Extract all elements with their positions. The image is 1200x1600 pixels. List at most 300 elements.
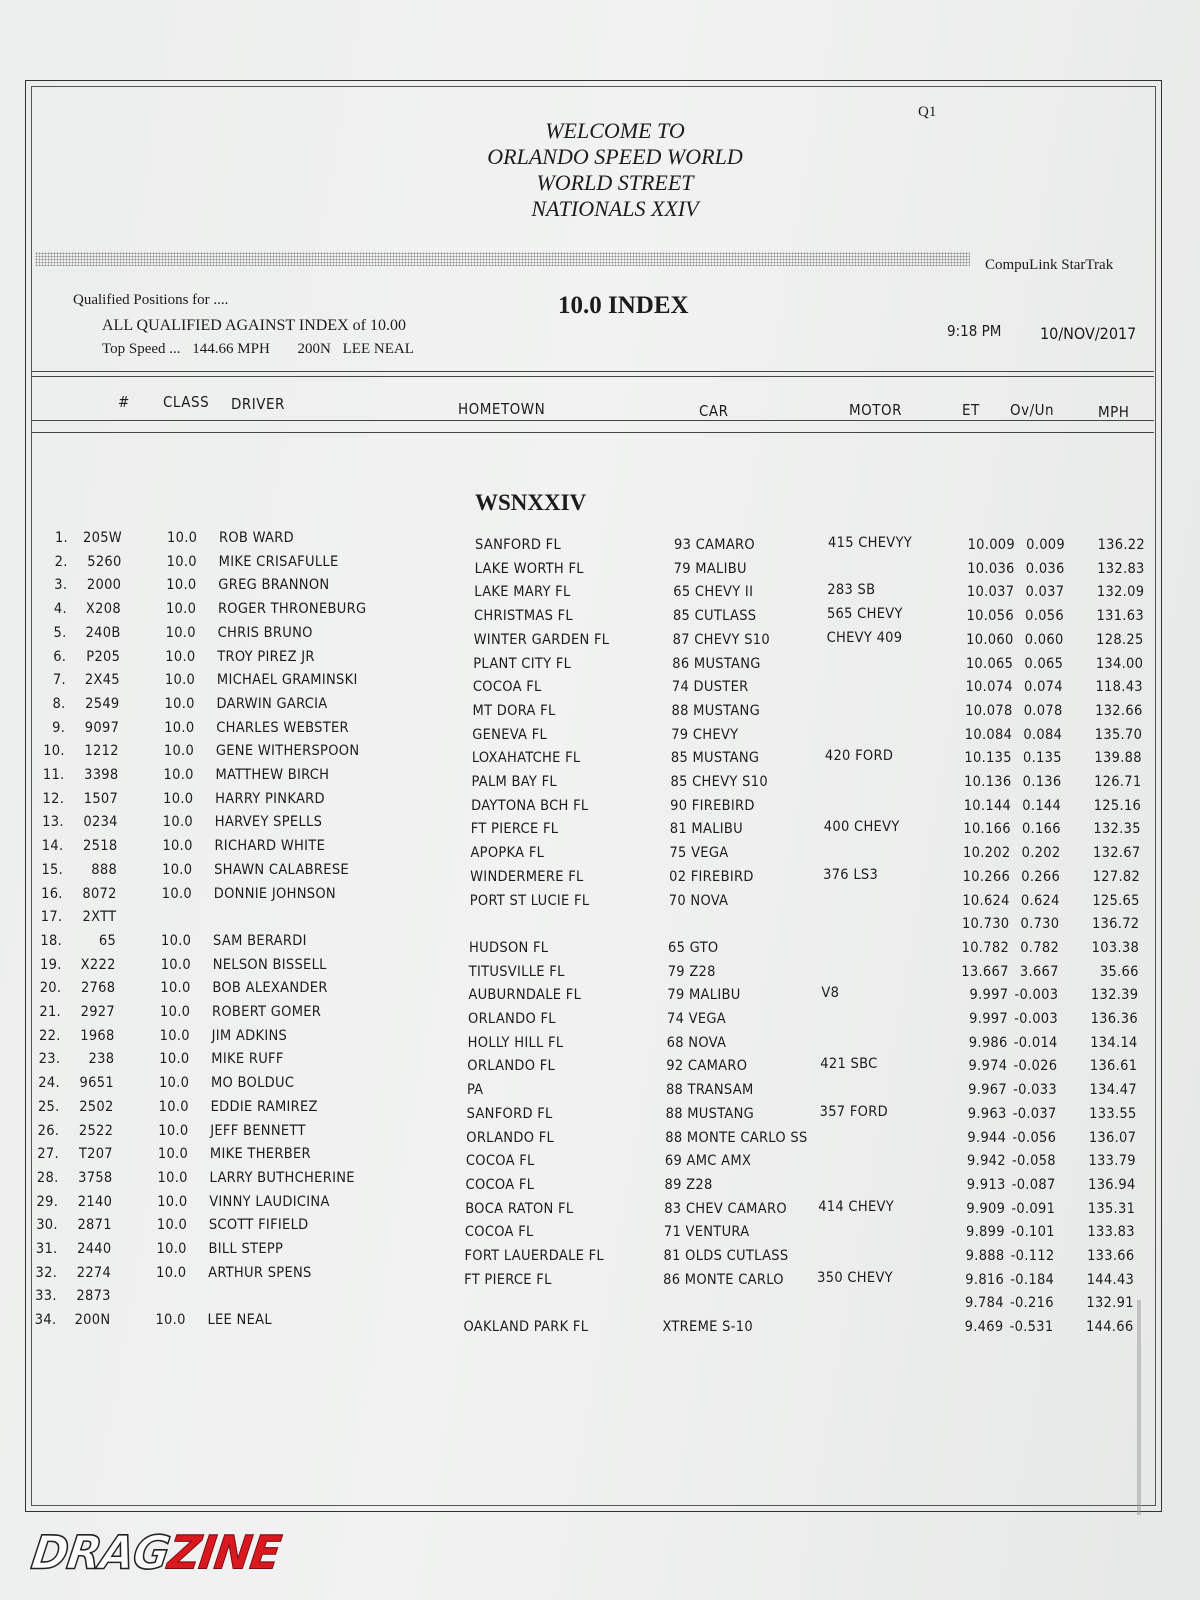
cell-mph: 134.47	[1089, 1082, 1137, 1099]
page-edge-shadow	[1137, 1300, 1141, 1515]
cell-car-number: 2871	[77, 1217, 112, 1234]
cell-over-under: 0.009	[1026, 537, 1065, 553]
cell-class: 10.0	[165, 601, 197, 618]
cell-class: 10.0	[162, 838, 193, 855]
cell-motor: CHEVY 409	[826, 629, 903, 646]
qualified-for-label: Qualified Positions for ....	[73, 292, 229, 308]
cell-et: 10.009	[967, 537, 1015, 553]
table-row	[0, 1312, 1200, 1336]
cell-over-under: -0.037	[1012, 1105, 1057, 1122]
cell-car-number: P205	[86, 648, 121, 665]
cell-mph: 136.72	[1091, 916, 1140, 933]
cell-over-under: 0.078	[1023, 702, 1063, 719]
cell-driver: TROY PIREZ JR	[217, 648, 315, 665]
report-date: 10/NOV/2017	[1040, 324, 1137, 343]
cell-car-number: 888	[91, 861, 118, 878]
cell-class: 10.0	[164, 695, 195, 712]
report-time: 9:18 PM	[947, 322, 1002, 340]
cell-et: 9.997	[969, 987, 1009, 1004]
cell-driver: SCOTT FIFIELD	[208, 1217, 309, 1234]
cell-driver: BILL STEPP	[208, 1241, 284, 1257]
cell-hometown: WINDERMERE FL	[470, 868, 584, 885]
cell-et: 10.084	[964, 726, 1013, 743]
cell-driver: CHARLES WEBSTER	[216, 719, 349, 736]
cell-over-under: 0.624	[1020, 892, 1060, 909]
cell-car-number: 8072	[82, 885, 117, 902]
event-title-line: WORLD STREET	[536, 170, 694, 195]
cell-hometown: DAYTONA BCH FL	[471, 797, 589, 814]
cell-car-number: T207	[78, 1146, 113, 1163]
table-row	[0, 980, 1200, 1004]
cell-mph: 125.16	[1093, 797, 1142, 814]
cell-et: 9.816	[965, 1271, 1005, 1288]
cell-car: 85 CHEVY S10	[670, 774, 768, 790]
cell-class: 10.0	[160, 956, 191, 973]
cell-et: 10.060	[966, 631, 1014, 648]
cell-et: 9.967	[968, 1082, 1007, 1099]
cell-hometown: COCOA FL	[465, 1176, 535, 1193]
cell-et: 10.166	[963, 821, 1011, 838]
table-row	[0, 1123, 1200, 1147]
cell-over-under: 0.037	[1025, 584, 1065, 601]
cell-driver: HARRY PINKARD	[215, 790, 325, 807]
cell-hometown: LAKE WORTH FL	[474, 560, 584, 577]
cell-mph: 136.61	[1089, 1058, 1138, 1075]
cell-hometown: AUBURNDALE FL	[468, 987, 582, 1004]
cell-position: 15.	[41, 861, 64, 878]
cell-driver: RICHARD WHITE	[214, 838, 326, 855]
cell-car-number: 240B	[85, 624, 121, 641]
cell-class: 10.0	[164, 719, 195, 736]
cell-over-under: -0.184	[1010, 1271, 1055, 1288]
cell-driver: CHRIS BRUNO	[217, 624, 313, 641]
cell-hometown: PLANT CITY FL	[473, 655, 572, 672]
cell-car-number: 205W	[83, 530, 122, 546]
cell-car: 70 NOVA	[668, 892, 729, 909]
cell-hometown: FT PIERCE FL	[464, 1271, 552, 1288]
cell-driver: VINNY LAUDICINA	[209, 1193, 330, 1210]
cell-car-number: 1968	[80, 1027, 115, 1044]
section-title: WSNXXIV	[475, 490, 587, 515]
cell-motor: 376 LS3	[823, 866, 879, 883]
cell-et: 10.624	[962, 892, 1010, 909]
cell-car: 88 MUSTANG	[665, 1105, 755, 1122]
cell-over-under: -0.003	[1014, 1011, 1058, 1027]
cell-driver: GENE WITHERSPOON	[215, 743, 360, 760]
cell-car: 86 MONTE CARLO	[663, 1271, 784, 1288]
cell-car: 71 VENTURA	[663, 1224, 750, 1241]
cell-et: 13.667	[961, 963, 1009, 980]
cell-class: 10.0	[166, 577, 197, 594]
cell-et: 9.974	[968, 1058, 1008, 1075]
cell-car-number: 200N	[74, 1312, 111, 1329]
cell-over-under: 3.667	[1019, 963, 1059, 980]
cell-class: 10.0	[158, 1122, 189, 1139]
cell-mph: 144.43	[1086, 1271, 1135, 1288]
table-row	[0, 933, 1200, 957]
cell-hometown: APOPKA FL	[470, 845, 545, 862]
cell-over-under: -0.112	[1010, 1248, 1055, 1264]
cell-driver: ROB WARD	[219, 530, 294, 546]
cell-over-under: 0.065	[1024, 655, 1064, 672]
cell-over-under: -0.026	[1013, 1058, 1058, 1075]
cell-car: 65 GTO	[668, 939, 719, 956]
cell-mph: 128.25	[1096, 631, 1144, 648]
table-row	[0, 886, 1200, 910]
cell-hometown: ORLANDO FL	[468, 1011, 556, 1027]
cell-et: 9.963	[967, 1105, 1007, 1122]
cell-position: 2.	[54, 553, 68, 570]
col-header-et: ET	[962, 401, 980, 419]
cell-car-number: 2522	[78, 1122, 114, 1139]
cell-car: 85 CUTLASS	[672, 608, 757, 625]
cell-over-under: -0.003	[1014, 987, 1059, 1004]
cell-hometown: COCOA FL	[472, 679, 542, 696]
cell-mph: 133.55	[1089, 1105, 1137, 1122]
divider	[31, 371, 1154, 372]
cell-position: 10.	[43, 743, 65, 760]
cell-class: 10.0	[164, 672, 196, 689]
cell-driver: MIKE RUFF	[211, 1051, 284, 1068]
cell-mph: 135.31	[1087, 1200, 1136, 1217]
col-header-driver: DRIVER	[231, 395, 285, 413]
table-row	[0, 767, 1200, 791]
cell-position: 5.	[53, 624, 67, 641]
cell-mph: 136.94	[1088, 1176, 1136, 1193]
cell-position: 13.	[42, 814, 64, 831]
cell-mph: 132.35	[1093, 821, 1141, 838]
cell-car-number: 2768	[80, 980, 116, 997]
cell-mph: 136.07	[1088, 1129, 1137, 1146]
cell-car: 81 MALIBU	[669, 821, 744, 838]
cell-car-number: X208	[85, 601, 121, 618]
cell-car-number: 9651	[79, 1075, 114, 1092]
cell-position: 23.	[38, 1051, 61, 1068]
table-row	[0, 1217, 1200, 1241]
cell-car-number: 2502	[79, 1098, 114, 1115]
cell-hometown: CHRISTMAS FL	[473, 608, 573, 625]
cell-hometown: PALM BAY FL	[471, 774, 557, 790]
cell-over-under: 0.166	[1021, 821, 1061, 838]
cell-mph: 133.66	[1087, 1248, 1135, 1264]
table-row	[0, 838, 1200, 862]
cell-class: 10.0	[160, 980, 191, 997]
cell-mph: 133.83	[1087, 1224, 1135, 1241]
cell-car: 79 MALIBU	[667, 987, 741, 1004]
table-row	[0, 743, 1200, 767]
cell-car: 74 VEGA	[667, 1011, 727, 1027]
cell-mph: 131.63	[1096, 608, 1144, 625]
cell-class: 10.0	[157, 1193, 188, 1210]
table-row	[0, 1265, 1200, 1289]
cell-driver: JEFF BENNETT	[210, 1122, 306, 1139]
top-speed	[102, 341, 414, 358]
cell-motor: 283 SB	[827, 582, 876, 599]
cell-et: 10.136	[964, 774, 1012, 790]
cell-mph: 126.71	[1094, 774, 1142, 790]
cell-over-under: -0.033	[1013, 1082, 1057, 1099]
cell-car: 65 CHEVY II	[673, 584, 754, 601]
table-row	[0, 720, 1200, 744]
cell-mph: 139.88	[1094, 750, 1142, 767]
table-row	[0, 909, 1200, 933]
cell-hometown: WINTER GARDEN FL	[473, 631, 610, 648]
cell-driver: DONNIE JOHNSON	[213, 885, 336, 902]
cell-et: 9.888	[965, 1248, 1005, 1264]
cell-et: 10.078	[965, 702, 1013, 719]
table-row	[0, 601, 1200, 625]
cell-position: 14.	[41, 838, 64, 855]
cell-et: 10.730	[961, 916, 1010, 933]
cell-car-number: 2927	[80, 1004, 115, 1020]
cell-hometown: PA	[466, 1082, 484, 1099]
cell-position: 22.	[39, 1027, 61, 1044]
cell-et: 10.144	[963, 797, 1012, 814]
cell-car: 88 MONTE CARLO SS	[665, 1129, 808, 1146]
table-row	[0, 862, 1200, 886]
qualified-against: ALL QUALIFIED AGAINST INDEX of 10.00	[102, 317, 406, 334]
cell-car: 75 VEGA	[669, 845, 729, 862]
top-speed-label: Top Speed ...	[102, 341, 181, 357]
cell-et: 9.942	[967, 1153, 1006, 1170]
cell-driver: LEE NEAL	[207, 1312, 272, 1329]
cell-car-number: 3758	[78, 1169, 113, 1186]
cell-position: 12.	[42, 790, 65, 807]
cell-position: 27.	[37, 1146, 59, 1163]
table-row	[0, 1028, 1200, 1052]
cell-et: 9.909	[966, 1200, 1006, 1217]
cell-over-under: -0.101	[1011, 1224, 1055, 1241]
cell-class: 10.0	[157, 1146, 189, 1163]
cell-over-under: 0.730	[1020, 916, 1060, 933]
cell-position: 33.	[35, 1288, 57, 1305]
divider	[31, 376, 1154, 377]
logo-part-drag: DRAG	[28, 1526, 173, 1581]
cell-hometown: OAKLAND PARK FL	[463, 1319, 589, 1336]
cell-mph: 132.91	[1086, 1295, 1134, 1312]
cell-hometown: FORT LAUERDALE FL	[464, 1248, 604, 1264]
cell-et: 9.784	[964, 1295, 1004, 1312]
cell-motor: 421 SBC	[820, 1056, 878, 1073]
cell-et: 10.782	[961, 939, 1010, 956]
cell-mph: 132.67	[1093, 845, 1141, 862]
cell-car: 79 MALIBU	[673, 560, 747, 577]
cell-position: 20.	[39, 980, 62, 997]
cell-mph: 132.39	[1090, 987, 1139, 1004]
cell-car: 89 Z28	[664, 1176, 713, 1193]
cell-class: 10.0	[158, 1098, 189, 1115]
cell-hometown: HUDSON FL	[469, 939, 549, 956]
cell-over-under: 0.056	[1025, 608, 1064, 625]
col-header-motor: MOTOR	[849, 401, 903, 419]
cell-motor: 400 CHEVY	[823, 819, 900, 836]
cell-position: 16.	[41, 885, 63, 902]
event-title-line: WELCOME TO	[545, 118, 685, 143]
table-row	[0, 1194, 1200, 1218]
cell-driver: MO BOLDUC	[210, 1075, 295, 1092]
cell-car: XTREME S-10	[662, 1319, 753, 1336]
event-title-line: NATIONALS XXIV	[531, 196, 699, 221]
table-row	[0, 1004, 1200, 1028]
cell-position: 1.	[54, 530, 68, 546]
cell-position: 29.	[36, 1193, 59, 1210]
col-header-ovun: Ov/Un	[1010, 401, 1055, 419]
table-row	[0, 957, 1200, 981]
cell-position: 18.	[40, 932, 63, 949]
cell-driver: NELSON BISSELL	[212, 956, 327, 973]
table-row	[0, 814, 1200, 838]
cell-position: 7.	[52, 672, 66, 689]
cell-hometown: LAKE MARY FL	[474, 584, 571, 601]
cell-hometown: COCOA FL	[464, 1224, 534, 1241]
cell-motor: 415 CHEVYY	[828, 535, 913, 551]
table-row	[0, 672, 1200, 696]
cell-over-under: 0.036	[1025, 560, 1065, 577]
cell-car: 74 DUSTER	[671, 679, 749, 696]
cell-position: 8.	[52, 695, 66, 712]
cell-mph: 133.79	[1088, 1153, 1136, 1170]
cell-car: 02 FIREBIRD	[669, 868, 754, 885]
cell-position: 17.	[40, 909, 63, 926]
cell-class: 10.0	[162, 861, 193, 878]
cell-car: 90 FIREBIRD	[670, 797, 755, 814]
cell-driver: ROGER THRONEBURG	[217, 601, 367, 618]
cell-position: 31.	[35, 1241, 58, 1257]
cell-over-under: -0.014	[1013, 1034, 1058, 1051]
table-row	[0, 577, 1200, 601]
cell-class: 10.0	[156, 1264, 187, 1281]
cell-et: 9.913	[966, 1176, 1006, 1193]
cell-hometown: LOXAHATCHE FL	[471, 750, 581, 767]
cell-class: 10.0	[166, 553, 197, 570]
cell-mph: 132.09	[1096, 584, 1145, 601]
cell-car-number: 2518	[83, 838, 118, 855]
col-header-mph: MPH	[1098, 403, 1130, 421]
cell-mph: 135.70	[1094, 726, 1143, 743]
cell-driver: ARTHUR SPENS	[208, 1264, 312, 1281]
table-row	[0, 1170, 1200, 1194]
cell-car-number: X222	[80, 956, 116, 973]
cell-car-number: 2XTT	[82, 909, 117, 926]
cell-mph: 136.36	[1090, 1011, 1138, 1027]
cell-mph: 134.00	[1095, 655, 1144, 672]
cell-over-under: 0.202	[1021, 845, 1061, 862]
cell-et: 10.202	[963, 845, 1011, 862]
table-row	[0, 625, 1200, 649]
cell-over-under: 0.782	[1020, 939, 1060, 956]
cell-position: 32.	[35, 1264, 58, 1281]
cell-driver: JIM ADKINS	[211, 1027, 288, 1044]
cell-class: 10.0	[162, 814, 194, 831]
cell-car-number: 9097	[84, 719, 120, 736]
table-row	[0, 1099, 1200, 1123]
cell-hometown: MT DORA FL	[472, 702, 556, 719]
cell-motor: V8	[821, 985, 840, 1002]
cell-over-under: -0.091	[1011, 1200, 1056, 1217]
cell-mph: 136.22	[1097, 537, 1145, 553]
cell-over-under: 0.084	[1023, 726, 1063, 743]
cell-car-number: 238	[88, 1051, 115, 1068]
cell-position: 30.	[36, 1217, 58, 1234]
table-row	[0, 554, 1200, 578]
table-row	[0, 1051, 1200, 1075]
cell-class: 10.0	[156, 1217, 188, 1234]
cell-et: 10.074	[965, 679, 1013, 696]
cell-class: 10.0	[157, 1169, 188, 1186]
cell-position: 6.	[53, 648, 67, 665]
cell-driver: DARWIN GARCIA	[216, 695, 328, 712]
cell-car-number: 65	[98, 932, 117, 949]
cell-car-number: 3398	[84, 767, 119, 783]
table-row	[0, 1075, 1200, 1099]
cell-car-number: 2000	[86, 577, 122, 594]
cell-car-number: 1212	[84, 743, 119, 760]
cell-et: 10.037	[966, 584, 1015, 601]
top-speed-value: 144.66 MPH	[192, 341, 270, 357]
cell-mph: 35.66	[1099, 963, 1139, 980]
cell-car: 69 AMC AMX	[664, 1153, 752, 1170]
cell-car-number: 2873	[76, 1288, 111, 1305]
cell-over-under: -0.056	[1012, 1129, 1057, 1146]
cell-car: 81 OLDS CUTLASS	[663, 1248, 789, 1264]
cell-over-under: -0.531	[1009, 1319, 1054, 1336]
cell-driver: BOB ALEXANDER	[212, 980, 328, 997]
cell-class: 10.0	[161, 885, 192, 902]
cell-position: 25.	[37, 1098, 60, 1115]
cell-class: 10.0	[163, 790, 194, 807]
cell-et: 9.899	[966, 1224, 1005, 1241]
cell-motor: 350 CHEVY	[817, 1269, 893, 1286]
cell-driver: MIKE THERBER	[209, 1146, 311, 1163]
cell-car: 92 CAMARO	[666, 1058, 748, 1075]
cell-car-number: 2549	[85, 695, 120, 712]
cell-class: 10.0	[156, 1241, 187, 1257]
cell-car: 86 MUSTANG	[672, 655, 761, 672]
cell-over-under: -0.216	[1009, 1295, 1054, 1312]
cell-over-under: 0.136	[1022, 774, 1062, 790]
cell-hometown: BOCA RATON FL	[465, 1200, 574, 1217]
cell-position: 19.	[40, 956, 62, 973]
cell-position: 3.	[54, 577, 68, 594]
cell-et: 10.056	[966, 608, 1014, 625]
cell-position: 4.	[53, 601, 67, 618]
cell-mph: 132.83	[1097, 560, 1145, 577]
cell-class: 10.0	[158, 1075, 190, 1092]
cell-car: 79 Z28	[667, 963, 716, 980]
cell-car-number: 2140	[77, 1193, 113, 1210]
cell-driver: EDDIE RAMIREZ	[210, 1098, 318, 1115]
col-header-hometown: HOMETOWN	[458, 400, 546, 418]
cell-motor: 414 CHEVY	[818, 1198, 894, 1215]
cell-car: 93 CAMARO	[674, 537, 755, 553]
cell-hometown: SANFORD FL	[466, 1105, 553, 1122]
cell-hometown: PORT ST LUCIE FL	[469, 892, 590, 909]
cell-position: 26.	[37, 1122, 60, 1139]
cell-et: 10.135	[964, 750, 1012, 767]
cell-position: 11.	[42, 767, 65, 783]
cell-hometown: TITUSVILLE FL	[468, 963, 565, 980]
cell-driver: MATTHEW BIRCH	[215, 767, 330, 783]
cell-et: 9.944	[967, 1129, 1007, 1146]
cell-mph: 125.65	[1092, 892, 1140, 909]
table-row	[0, 530, 1200, 554]
cell-driver: ROBERT GOMER	[212, 1004, 322, 1020]
cell-class: 10.0	[155, 1312, 186, 1329]
cell-class: 10.0	[165, 648, 196, 665]
cell-over-under: -0.058	[1012, 1153, 1056, 1170]
table-row	[0, 1146, 1200, 1170]
cell-car: 85 MUSTANG	[670, 750, 760, 767]
